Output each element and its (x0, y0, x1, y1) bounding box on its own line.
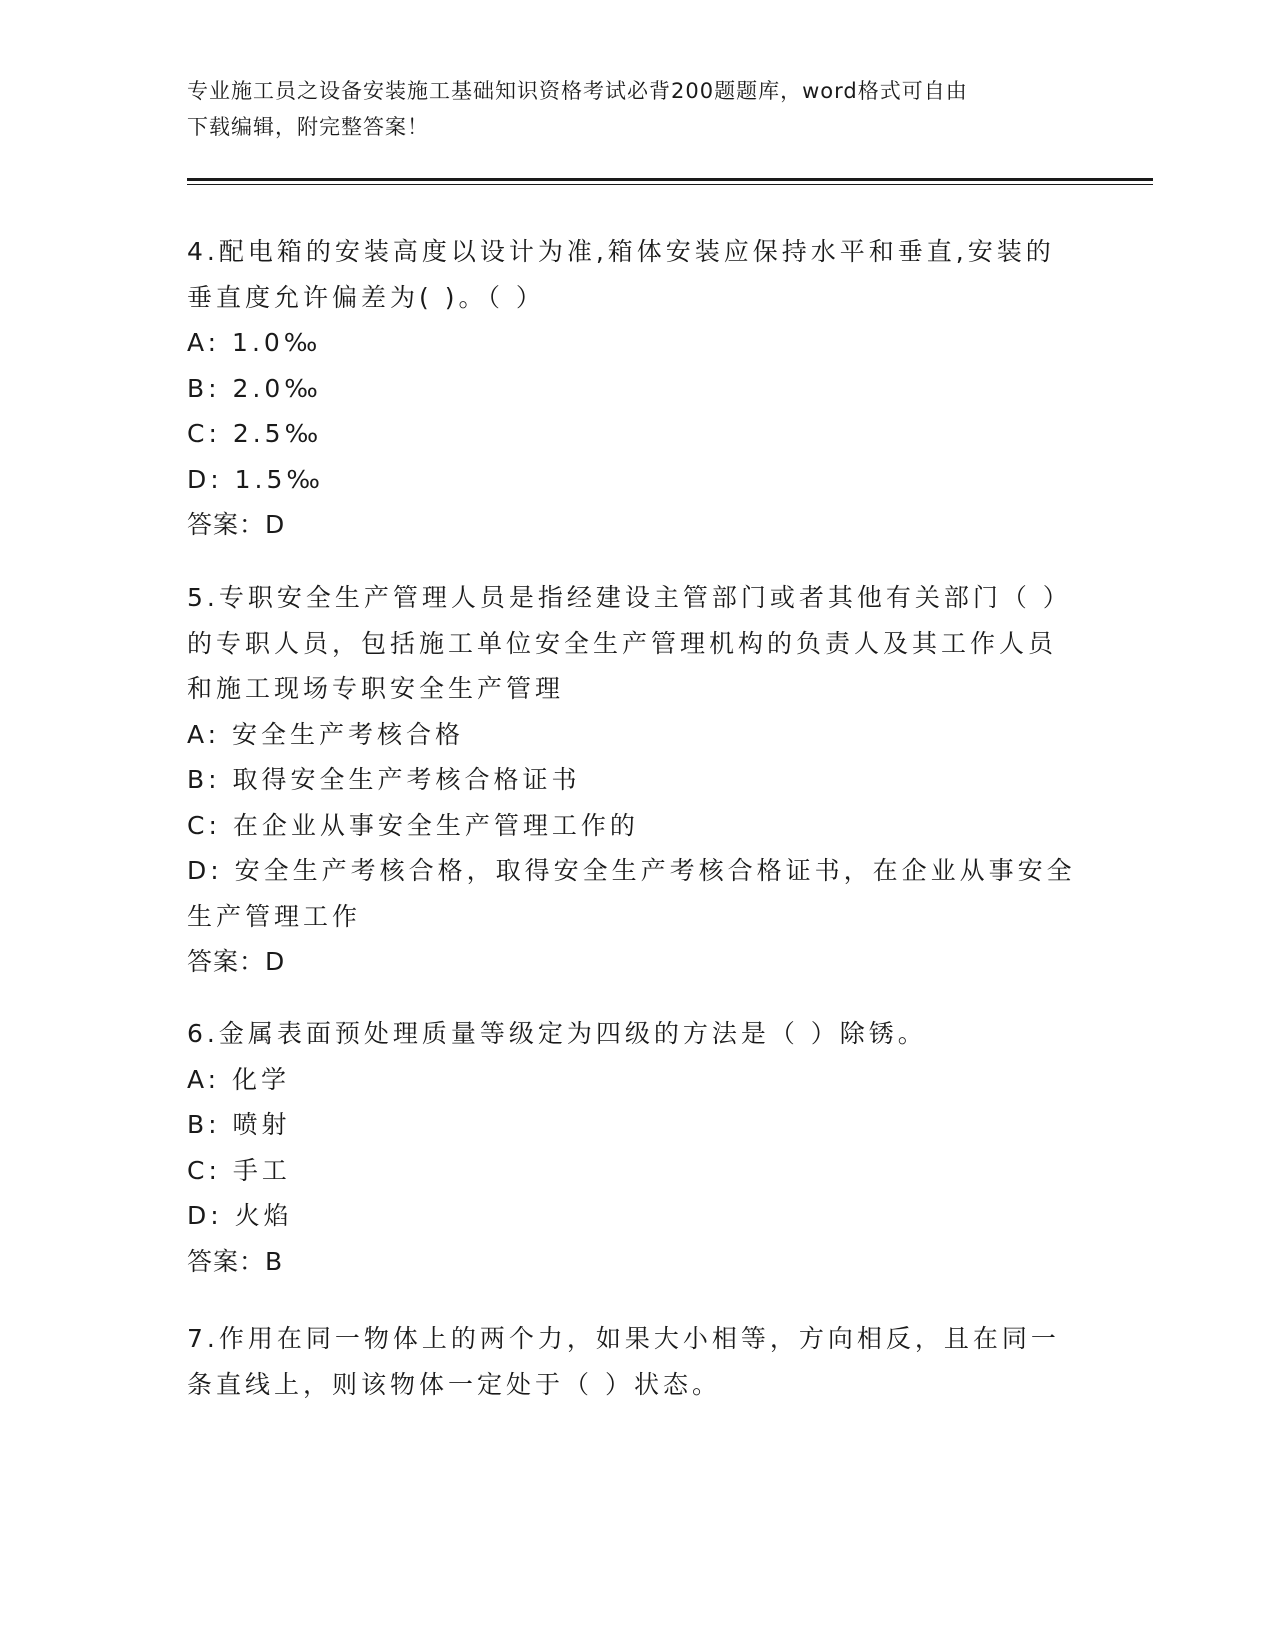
option-d: D: 1.5‰ (187, 464, 324, 494)
option-d: D: 火焰 (187, 1201, 293, 1230)
question-stem-line: 5.专职安全生产管理人员是指经建设主管部门或者其他有关部门（ ） (187, 583, 1072, 612)
option-a: A: 化学 (187, 1064, 291, 1094)
option-a: A: 1.0‰ (187, 328, 322, 357)
question-6 (187, 1011, 1087, 1284)
question-stem-line: 和施工现场专职安全生产管理 (187, 674, 565, 703)
answer-label: 答案：B (187, 1246, 284, 1276)
option-a: A: 安全生产考核合格 (187, 719, 465, 749)
document-header (187, 73, 1087, 145)
header-line-1: 专业施工员之设备安装施工基础知识资格考试必背200题题库，word格式可自由 (187, 79, 968, 103)
question-stem-line: 垂直度允许偏差为( )。（ ） (187, 282, 545, 312)
option-c: C: 2.5‰ (187, 419, 323, 448)
option-b: B: 2.0‰ (187, 373, 322, 403)
question-stem-line: 的专职人员，包括施工单位安全生产管理机构的负责人及其工作人员 (187, 628, 1058, 658)
option-c: C: 在企业从事安全生产管理工作的 (187, 810, 639, 840)
question-stem-line: 6.金属表面预处理质量等级定为四级的方法是（ ）除锈。 (187, 1019, 927, 1048)
question-stem-line: 条直线上，则该物体一定处于（ ）状态。 (187, 1369, 721, 1399)
option-b: B: 取得安全生产考核合格证书 (187, 765, 581, 794)
header-line-2: 下载编辑，附完整答案！ (187, 115, 429, 139)
header-divider-thick (187, 178, 1153, 181)
question-4 (187, 229, 1087, 548)
option-d-continued: 生产管理工作 (187, 901, 362, 931)
question-5 (187, 575, 1087, 985)
option-b: B: 喷射 (187, 1110, 291, 1139)
header-divider-thin (187, 184, 1153, 185)
question-7 (187, 1316, 1087, 1407)
answer-label: 答案：D (187, 947, 286, 976)
question-stem-line: 7.作用在同一物体上的两个力，如果大小相等，方向相反，且在同一 (187, 1324, 1060, 1353)
answer-label: 答案：D (187, 510, 286, 539)
option-c: C: 手工 (187, 1155, 291, 1185)
option-d: D: 安全生产考核合格，取得安全生产考核合格证书，在企业从事安全 (187, 856, 1076, 885)
question-stem-line: 4.配电箱的安装高度以设计为准,箱体安装应保持水平和垂直,安装的 (187, 237, 1055, 266)
